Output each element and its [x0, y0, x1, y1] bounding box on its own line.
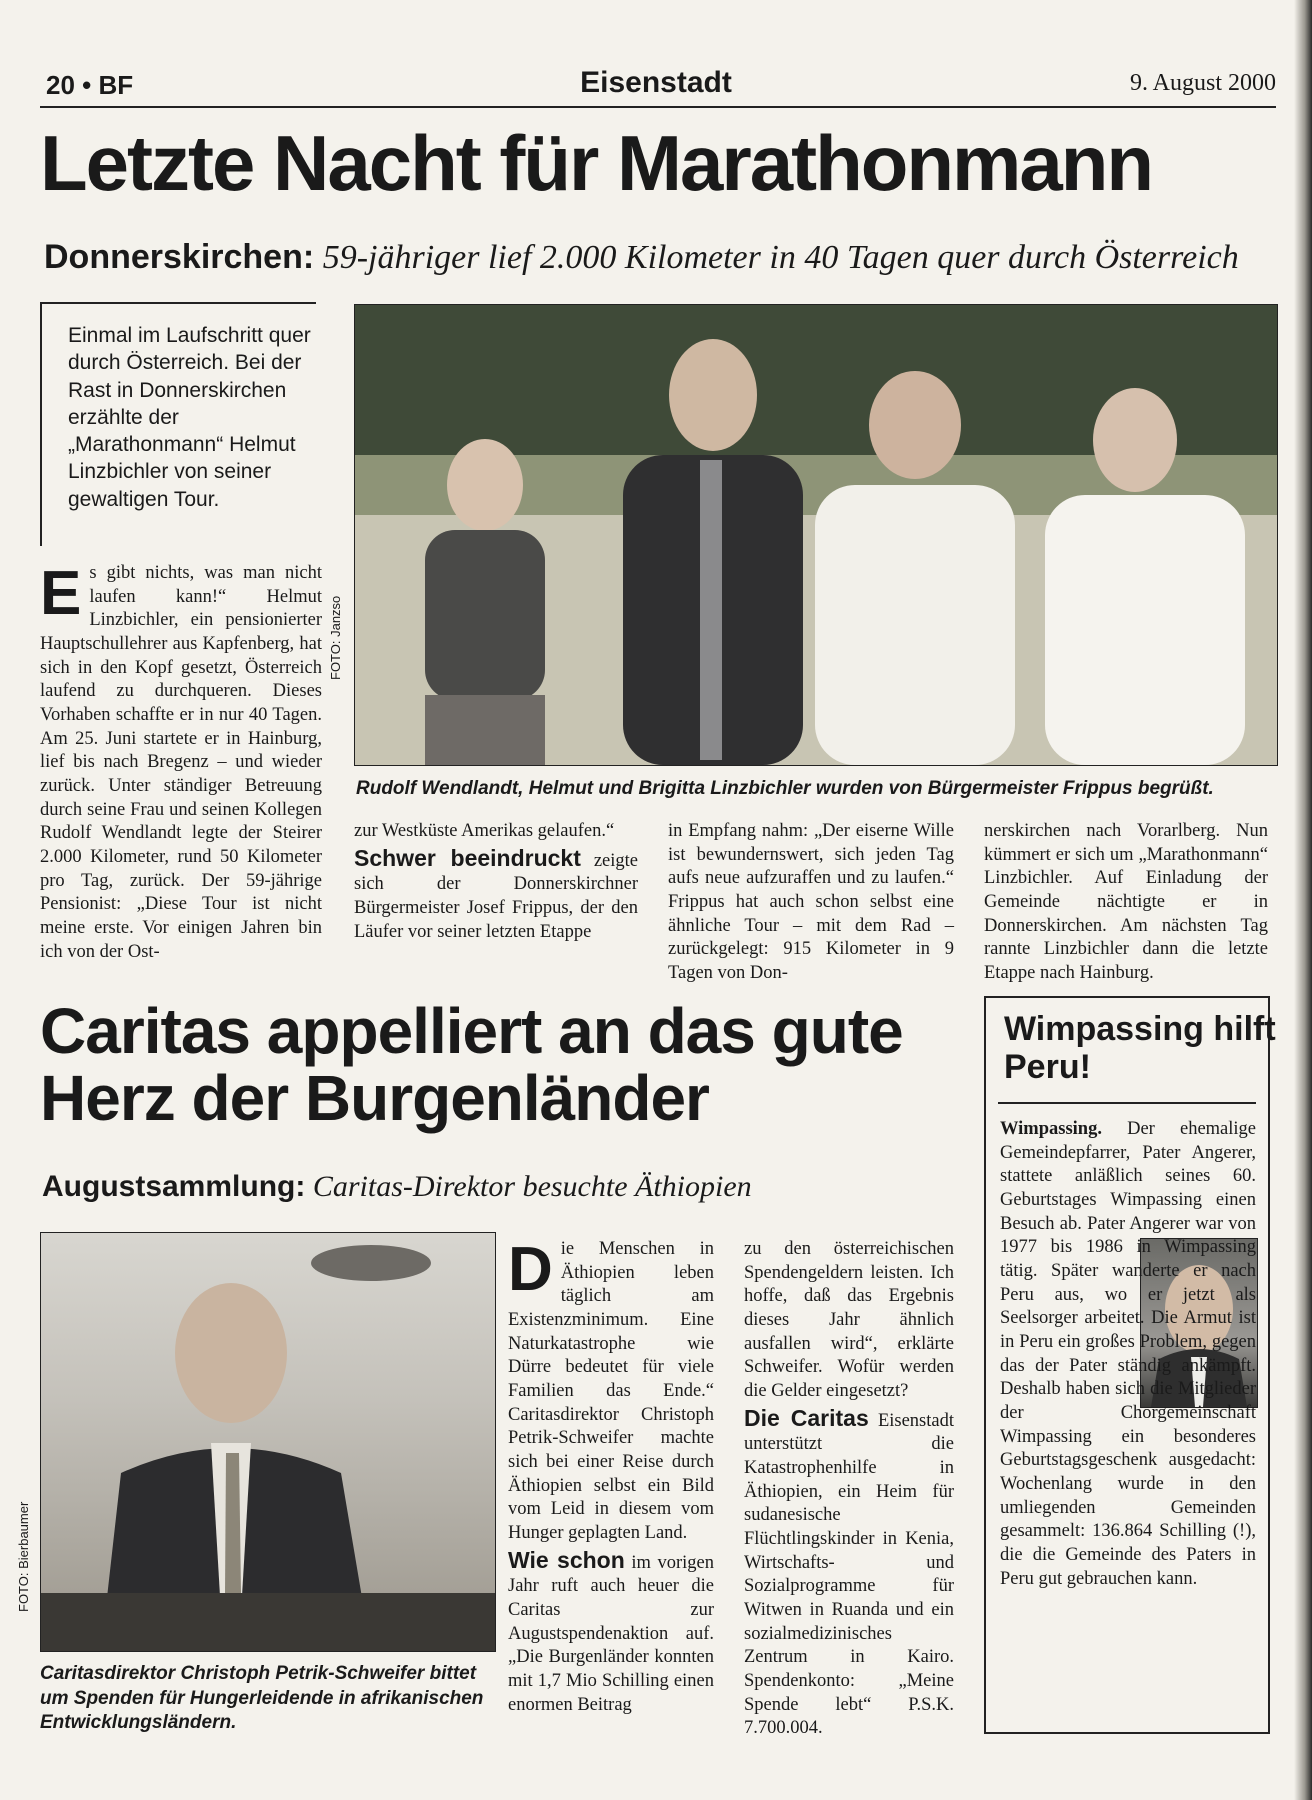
body1-text: s gibt nichts, was man nicht laufen kann!“ Helmut Linzbichler, ein pensionierter Hauptschullehrer aus Kapfenberg, hat sich in den Kopf gesetzt, Österreich laufend zu durchqueren. Dieses Vorhaben schaffte er in nur 40 Tagen. Am 25. Juni startete er in Hainburg, lief bis nach Bregenz – und wieder zurück. Unter ständiger Betreuung durch seine Frau und seinen Kollegen Rudolf Wendlandt legte der Steirer 2.000 Kilometer, rund 50 Kilometer pro Tag, zurück. Der 59-jährige Pensionist: „Diese Tour ist nicht meine erste. Vor einigen Jahren bin ich von der Ost- — [40, 563, 322, 962]
photo-credit-bierbaumer: FOTO: Bierbaumer — [16, 1501, 31, 1612]
caritas-body-col1 — [508, 1235, 714, 1717]
director-photo-illustration — [41, 1233, 495, 1651]
kicker-caritas — [42, 1170, 752, 1204]
runin-wie-schon: Wie schon — [508, 1546, 625, 1573]
article-body-col2 — [354, 820, 638, 944]
page-number: 20 • BF — [46, 70, 134, 100]
col6-text-b: Eisenstadt unterstützt die Katastrophenhilfe in Äthiopien, ein Heim für sudanesische Flüchtlingskinder in Kenia, Wirtschafts- und Sozialprogramme für Witwen in Ruanda und ein sozialmedizinisches Zentrum in Kairo. Spendenkonto: „Meine Spende lebt“ P.S.K. 7.700.004. — [744, 1410, 954, 1739]
intro-box: Einmal im Laufschritt quer durch Österreich. Bei der Rast in Donnerskirchen erzählte der „Marathonmann“ Helmut Linzbichler von seiner gewaltigen Tour. — [40, 302, 316, 546]
header-rule — [40, 106, 1276, 108]
box-title: Wimpassing hilft Peru! — [1004, 1010, 1276, 1087]
page-fold-shadow — [1294, 0, 1312, 1800]
kicker-text: 59-jähriger lief 2.000 Kilometer in 40 Tagen quer durch Österreich — [322, 239, 1239, 276]
box-title-rule — [998, 1102, 1256, 1104]
kicker-place: Donnerskirchen: — [44, 238, 315, 276]
section-title: Eisenstadt — [580, 66, 732, 99]
photo-caption-marathon: Rudolf Wendlandt, Helmut und Brigitta Linzbichler wurden von Bürgermeister Frippus begrüßt. — [356, 778, 1214, 799]
people-photo-illustration — [355, 305, 1277, 765]
photo-caption-caritas: Caritasdirektor Christoph Petrik-Schweifer bittet um Spenden für Hungerleidende in afrikanischen Entwicklungsländern. — [40, 1663, 484, 1734]
caritas-body-col2 — [744, 1238, 954, 1741]
box-runin: Wimpassing. — [1000, 1119, 1102, 1139]
col2-text: zeigte sich der Donnerskirchner Bürgermeister Josef Frippus, der den Läufer vor seiner letzten Etappe — [354, 850, 638, 942]
headline-marathon: Letzte Nacht für Marathonmann — [40, 119, 1153, 207]
kicker-text-caritas: Caritas-Direktor besuchte Äthiopien — [312, 1170, 752, 1203]
issue-date: 9. August 2000 — [1129, 70, 1276, 96]
article-body-col1 — [40, 559, 322, 964]
box-body — [1000, 1118, 1256, 1591]
dropcap-e: E — [40, 559, 82, 628]
dropcap-d: D — [508, 1235, 553, 1304]
col5-text-a: ie Menschen in Äthiopien leben täglich am Existenzminimum. Eine Naturkatastrophe wie Dürre bedeutet für viele Familien das Ende.“ Caritasdirektor Christoph Petrik-Schweifer machte sich bei einer Reise durch Äthiopien selbst ein Bild vom Leid in diesem vom Hunger geplagten Land. — [508, 1239, 714, 1544]
kicker-topic: Augustsammlung: — [42, 1170, 306, 1203]
runin-die-caritas: Die Caritas — [744, 1404, 869, 1431]
col2-pre: zur Westküste Amerikas gelaufen.“ — [354, 821, 615, 841]
headline-caritas: Caritas appelliert an das gute Herz der Burgenländer — [40, 995, 903, 1134]
kicker-marathon — [44, 238, 1239, 277]
col6-text-a: zu den österreichischen Spendengeldern leisten. Ich hoffe, daß das Ergebnis dieses Jahr ähnlich ausfallen wird“, erklärte Schweifer. Wofür werden die Gelder eingesetzt? — [744, 1239, 954, 1402]
photo-credit-janzso: FOTO: Janzso — [328, 595, 343, 680]
article-body-col4: nerskirchen nach Vorarlberg. Nun kümmert er sich um „Marathonmann“ Linzbichler. Auf Einladung der Gemeinde nächtigte er in Donnerskirchen. Am nächsten Tag rannte Linzbichler dann die letzte Etappe nach Hainburg. — [984, 821, 1268, 984]
photo-marathon-group — [354, 304, 1278, 766]
col5-text-b: im vorigen Jahr ruft auch heuer die Caritas zur Augustspendenaktion auf. „Die Burgenländer konnten mit 1,7 Mio Schilling einen enormen Beitrag — [508, 1552, 714, 1715]
box-text: Der ehemalige Gemeindepfarrer, Pater Angerer, stattete anläßlich seines 60. Geburtstages Wimpassing einen Besuch ab. Pater Angerer war von 1977 bis 1986 in Wimpassing tätig. Später wanderte er nach Peru aus, wo er jetzt als Seelsorger arbeitet. Die Armut ist in Peru ein großes Problem, gegen das der Pater ständig ankämpft. Deshalb haben sich die Mitglieder der Chorgemeinschaft Wimpassing ein besonderes Geburtstagsgeschenk ausgedacht: Wochenlang wurde in den umliegenden Gemeinden gesammelt: 136.864 Schilling (!), die die Gemeinde des Paters in Peru gut gebrauchen kann. — [1000, 1119, 1256, 1589]
photo-caritas-director — [40, 1232, 496, 1652]
article-body-col3: in Empfang nahm: „Der eiserne Wille ist bewundernswert, sich jeden Tag aufs neue aufzuraffen und zu laufen.“ Frippus hat auch schon selbst eine ähnliche Tour – mit dem Rad – zurückgelegt: 915 Kilometer in 9 Tagen von Don- — [668, 821, 954, 984]
runin-schwer-beeindruckt: Schwer beeindruckt — [354, 844, 581, 871]
